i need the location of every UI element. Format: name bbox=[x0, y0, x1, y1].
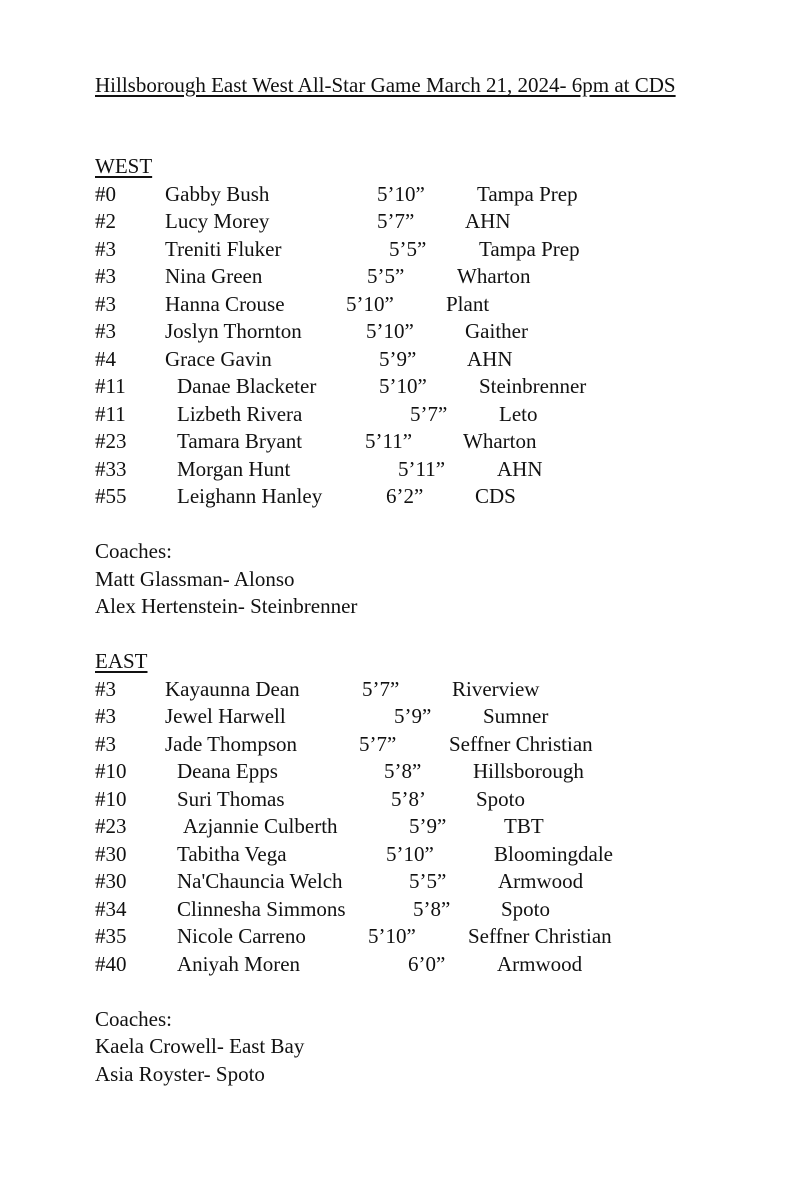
player-name: Nina Green bbox=[165, 264, 263, 288]
player-name: Jewel Harwell bbox=[165, 704, 286, 728]
player-school: AHN bbox=[465, 209, 511, 233]
player-number: #40 bbox=[95, 952, 127, 976]
player-name: Tabitha Vega bbox=[177, 842, 287, 866]
player-height: 5’11” bbox=[398, 457, 446, 481]
coach-line: Matt Glassman- Alonso bbox=[95, 567, 295, 591]
player-name: Treniti Fluker bbox=[165, 237, 282, 261]
player-school: Sumner bbox=[483, 704, 549, 728]
player-school: Tampa Prep bbox=[477, 182, 578, 206]
player-number: #3 bbox=[95, 704, 116, 728]
player-height: 5’9” bbox=[379, 347, 417, 371]
player-number: #34 bbox=[95, 897, 127, 921]
player-height: 6’2” bbox=[386, 484, 424, 508]
player-number: #3 bbox=[95, 292, 116, 316]
player-school: CDS bbox=[475, 484, 516, 508]
player-school: AHN bbox=[497, 457, 543, 481]
player-name: Lizbeth Rivera bbox=[177, 402, 303, 426]
player-name: Jade Thompson bbox=[165, 732, 298, 756]
player-name: Gabby Bush bbox=[165, 182, 270, 206]
player-name: Hanna Crouse bbox=[165, 292, 285, 316]
player-number: #30 bbox=[95, 869, 127, 893]
player-number: #35 bbox=[95, 924, 127, 948]
coach-line: Alex Hertenstein- Steinbrenner bbox=[95, 594, 358, 618]
player-height: 5’5” bbox=[409, 869, 447, 893]
player-name: Nicole Carreno bbox=[177, 924, 306, 948]
coach-line: Asia Royster- Spoto bbox=[95, 1062, 265, 1086]
player-school: TBT bbox=[504, 814, 544, 838]
player-school: Hillsborough bbox=[473, 759, 584, 783]
player-number: #23 bbox=[95, 429, 127, 453]
player-name: Tamara Bryant bbox=[177, 429, 303, 453]
player-height: 5’7” bbox=[377, 209, 415, 233]
player-height: 5’8” bbox=[413, 897, 451, 921]
player-number: #11 bbox=[95, 374, 126, 398]
player-school: Bloomingdale bbox=[494, 842, 613, 866]
player-number: #33 bbox=[95, 457, 127, 481]
player-number: #55 bbox=[95, 484, 127, 508]
player-height: 5’9” bbox=[394, 704, 432, 728]
player-height: 5’10” bbox=[346, 292, 394, 316]
player-school: Wharton bbox=[463, 429, 537, 453]
player-name: Aniyah Moren bbox=[177, 952, 301, 976]
player-school: Spoto bbox=[476, 787, 526, 811]
player-height: 5’9” bbox=[409, 814, 447, 838]
west-coaches-label: Coaches: bbox=[95, 539, 172, 563]
player-school: Gaither bbox=[465, 319, 528, 343]
player-name: Morgan Hunt bbox=[177, 457, 291, 481]
player-name: Kayaunna Dean bbox=[165, 677, 300, 701]
player-height: 6’0” bbox=[408, 952, 446, 976]
player-number: #3 bbox=[95, 237, 116, 261]
player-name: Clinnesha Simmons bbox=[177, 897, 346, 921]
player-height: 5’10” bbox=[379, 374, 427, 398]
west-heading: WEST bbox=[95, 154, 153, 178]
player-number: #11 bbox=[95, 402, 126, 426]
player-school: Spoto bbox=[501, 897, 551, 921]
coach-line: Kaela Crowell- East Bay bbox=[95, 1034, 305, 1058]
player-number: #0 bbox=[95, 182, 116, 206]
player-name: Deana Epps bbox=[177, 759, 278, 783]
player-school: Tampa Prep bbox=[479, 237, 580, 261]
player-school: Riverview bbox=[452, 677, 540, 701]
player-height: 5’11” bbox=[365, 429, 413, 453]
player-name: Na'Chauncia Welch bbox=[177, 869, 343, 893]
player-name: Joslyn Thornton bbox=[165, 319, 302, 343]
player-school: Armwood bbox=[498, 869, 584, 893]
player-number: #4 bbox=[95, 347, 116, 371]
player-name: Danae Blacketer bbox=[177, 374, 317, 398]
player-number: #3 bbox=[95, 319, 116, 343]
player-number: #10 bbox=[95, 787, 127, 811]
player-school: Armwood bbox=[497, 952, 583, 976]
player-height: 5’10” bbox=[368, 924, 416, 948]
document-title: Hillsborough East West All-Star Game March 21, 2024- 6pm at CDS bbox=[95, 73, 676, 97]
player-name: Azjannie Culberth bbox=[183, 814, 338, 838]
player-school: AHN bbox=[467, 347, 513, 371]
player-number: #2 bbox=[95, 209, 116, 233]
player-height: 5’10” bbox=[377, 182, 425, 206]
player-name: Suri Thomas bbox=[177, 787, 285, 811]
player-school: Plant bbox=[446, 292, 490, 316]
player-height: 5’8” bbox=[384, 759, 422, 783]
player-height: 5’10” bbox=[386, 842, 434, 866]
player-height: 5’7” bbox=[362, 677, 400, 701]
player-number: #3 bbox=[95, 264, 116, 288]
player-number: #3 bbox=[95, 732, 116, 756]
player-school: Seffner Christian bbox=[468, 924, 612, 948]
player-school: Seffner Christian bbox=[449, 732, 593, 756]
player-height: 5’7” bbox=[359, 732, 397, 756]
player-name: Grace Gavin bbox=[165, 347, 272, 371]
player-height: 5’7” bbox=[410, 402, 448, 426]
east-heading: EAST bbox=[95, 649, 148, 673]
east-coaches-label: Coaches: bbox=[95, 1007, 172, 1031]
player-height: 5’5” bbox=[367, 264, 405, 288]
player-number: #3 bbox=[95, 677, 116, 701]
player-height: 5’5” bbox=[389, 237, 427, 261]
player-name: Leighann Hanley bbox=[177, 484, 323, 508]
player-school: Wharton bbox=[457, 264, 531, 288]
player-number: #10 bbox=[95, 759, 127, 783]
player-height: 5’8’ bbox=[391, 787, 426, 811]
player-number: #23 bbox=[95, 814, 127, 838]
player-number: #30 bbox=[95, 842, 127, 866]
player-name: Lucy Morey bbox=[165, 209, 270, 233]
player-school: Steinbrenner bbox=[479, 374, 587, 398]
player-school: Leto bbox=[499, 402, 538, 426]
player-height: 5’10” bbox=[366, 319, 414, 343]
